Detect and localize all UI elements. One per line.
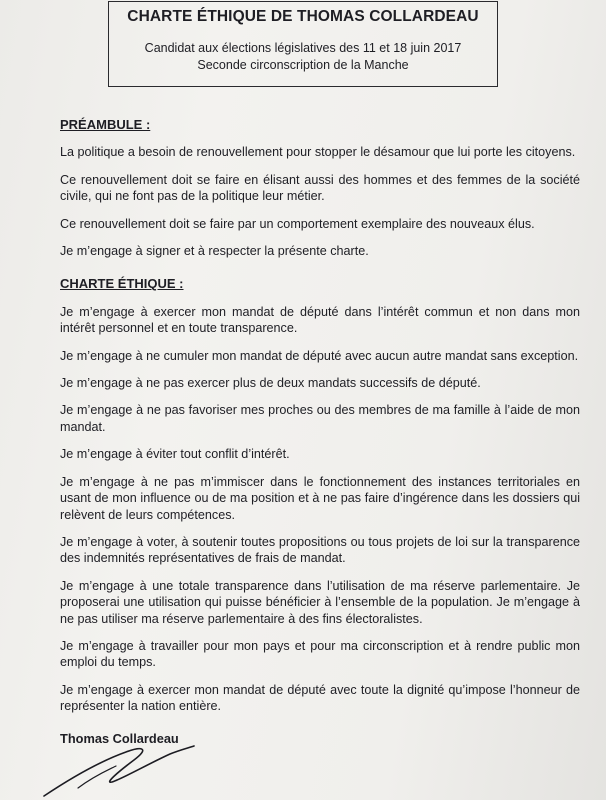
charter-commitment: Je m’engage à une totale transparence dans l’utilisation de ma réserve parlementaire. Je proposerai une utilisation qui puisse bénéficier à l’ensemble de la population. Je m’engage à ne pas utiliser ma réserve parlementaire à des fins électoralistes. bbox=[60, 578, 580, 626]
title-box bbox=[108, 1, 498, 87]
charter-commitment: Je m’engage à ne pas m’immiscer dans le fonctionnement des instances territoriales en usant de mon influence ou de ma position et à ne pas faire d’ingérence dans les dossiers qui relèvent de leurs compétences. bbox=[60, 474, 580, 522]
charter-heading: CHARTE ÉTHIQUE : bbox=[60, 276, 184, 292]
subtitle-line-2: Seconde circonscription de la Manche bbox=[197, 58, 409, 72]
subtitle bbox=[109, 40, 497, 74]
preamble-paragraph: La politique a besoin de renouvellement pour stopper le désamour que lui porte les citoyens. bbox=[60, 145, 576, 160]
charter-commitment: Je m’engage à ne pas exercer plus de deux mandats successifs de député. bbox=[60, 376, 481, 391]
handwritten-signature bbox=[38, 736, 198, 800]
signer-name: Thomas Collardeau bbox=[60, 730, 179, 746]
charter-commitment: Je m’engage à exercer mon mandat de député avec toute la dignité qu’impose l’honneur de représenter la nation entière. bbox=[60, 682, 580, 714]
preamble-paragraph: Ce renouvellement doit se faire en élisant aussi des hommes et des femmes de la société civile, qui ne font pas de la politique leur métier. bbox=[60, 172, 580, 204]
subtitle-line-1: Candidat aux élections législatives des 11 et 18 juin 2017 bbox=[144, 41, 462, 55]
preamble-paragraph: Je m’engage à signer et à respecter la présente charte. bbox=[60, 244, 369, 259]
charter-commitment: Je m’engage à voter, à soutenir toutes propositions ou tous projets de loi sur la transparence des indemnités représentatives de frais de mandat. bbox=[60, 534, 580, 566]
charter-commitment: Je m’engage à travailler pour mon pays et pour ma circonscription et à rendre public mon emploi du temps. bbox=[60, 638, 580, 670]
charter-commitment: Je m’engage à ne cumuler mon mandat de député avec aucun autre mandat sans exception. bbox=[60, 348, 579, 363]
charter-commitment: Je m’engage à éviter tout conflit d’intérêt. bbox=[60, 447, 290, 462]
document-body bbox=[60, 117, 580, 747]
charter-commitment: Je m’engage à ne pas favoriser mes proches ou des membres de ma famille à l’aide de mon mandat. bbox=[60, 403, 580, 434]
charter-commitment: Je m’engage à exercer mon mandat de député dans l’intérêt commun et non dans mon intérêt personnel et en toute transparence. bbox=[60, 304, 580, 336]
document-title: CHARTE ÉTHIQUE DE THOMAS COLLARDEAU bbox=[127, 8, 479, 25]
preamble-heading: PRÉAMBULE : bbox=[60, 117, 151, 132]
preamble-paragraph: Ce renouvellement doit se faire par un comportement exemplaire des nouveaux élus. bbox=[60, 216, 535, 231]
